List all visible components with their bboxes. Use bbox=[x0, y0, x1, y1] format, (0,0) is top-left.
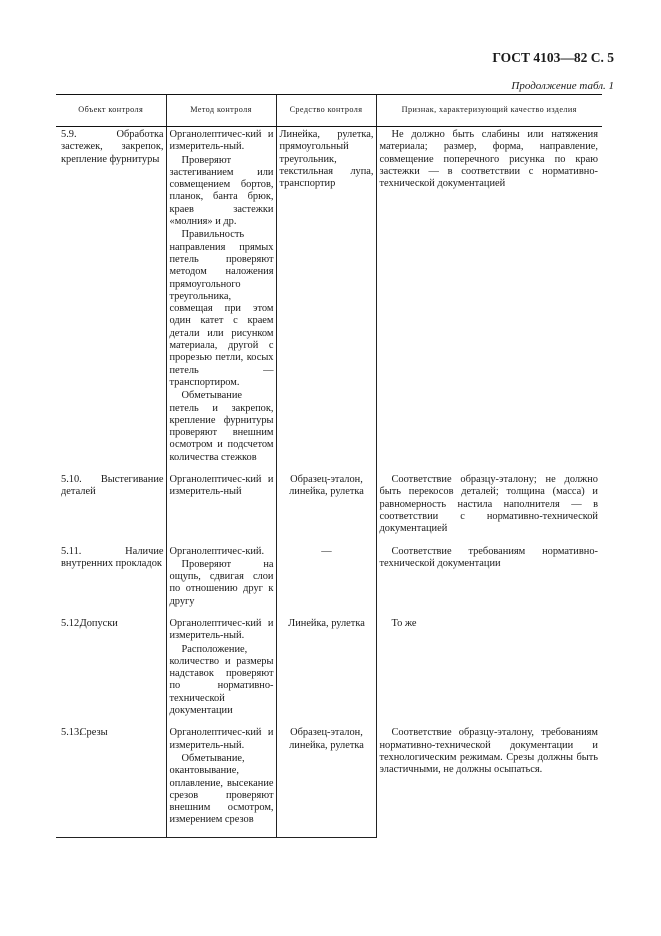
object-text: Срезы bbox=[79, 727, 108, 739]
column-header-sign: Признак, характеризующий качество изделия bbox=[376, 95, 602, 127]
row-number: 5.10. bbox=[61, 474, 82, 486]
method-paragraph: Проверяют на ощупь, сдвигая слои по отношению друг к другу bbox=[169, 558, 274, 607]
tool-cell: Образец-эталон, линейка, рулетка bbox=[276, 727, 376, 837]
table-row bbox=[56, 474, 602, 545]
column-header-tool: Средство контроля bbox=[276, 95, 376, 127]
object-text: Наличие внутренних прокладок bbox=[61, 545, 164, 569]
method-paragraph: Правильность направления прямых петель проверяют методом наложения прямоугольного треугольника, совмещая при этом один катет с краем детали или рисунком материала, другой с прорезью петли, косых петель — транспортиром. bbox=[169, 229, 274, 388]
method-cell bbox=[166, 474, 276, 545]
method-cell bbox=[166, 127, 276, 475]
tool-cell: — bbox=[276, 546, 376, 618]
method-paragraph: Органолептичес-кий. bbox=[169, 545, 265, 557]
method-cell bbox=[166, 618, 276, 727]
sign-cell: Соответствие требованиям нормативно-технической документации bbox=[376, 546, 602, 618]
table-continuation-label: Продолжение табл. 1 bbox=[511, 80, 614, 92]
table-header-row bbox=[56, 95, 602, 127]
sign-cell: Соответствие образцу-эталону; не должно быть перекосов деталей; толщина (масса) и равномерность настила наполнителя — в соответствии с нормативно-технической документацией bbox=[376, 474, 602, 545]
tool-cell: Линейка, рулетка bbox=[276, 618, 376, 727]
row-number: 5.11. bbox=[61, 545, 82, 557]
column-header-object: Объект контроля bbox=[56, 95, 166, 127]
object-cell bbox=[56, 127, 166, 475]
method-cell bbox=[166, 546, 276, 618]
method-paragraph: Проверяют застегиванием или совмещением бортов, планок, банта брюк, краев застежки «молния» и др. bbox=[169, 154, 274, 228]
method-paragraph: Органолептичес-кий и измеритель-ный bbox=[169, 474, 274, 498]
method-paragraph: Обметывание петель и закрепок, крепление фурнитуры проверяют внешним осмотром и подсчетом количества стежков bbox=[169, 390, 274, 463]
method-paragraph: Органолептичес-кий и измеритель-ный. bbox=[169, 617, 274, 642]
table-row bbox=[56, 618, 602, 727]
tool-cell: Образец-эталон, линейка, рулетка bbox=[276, 474, 376, 545]
method-paragraph: Органолептичес-кий и измеритель-ный. bbox=[169, 129, 274, 153]
object-cell bbox=[56, 727, 166, 837]
page-header: ГОСТ 4103—82 С. 5 bbox=[492, 50, 614, 65]
method-paragraph: Обметывание, окантовывание, оплавление, высекание срезов проверяют внешним осмотром, измерением срезов bbox=[169, 752, 274, 826]
method-paragraph: Органолептичес-кий и измеритель-ный. bbox=[169, 727, 274, 751]
row-number: 5.12. bbox=[61, 617, 82, 629]
table-row bbox=[56, 127, 602, 475]
object-cell bbox=[56, 618, 166, 727]
sign-cell: Соответствие образцу-эталону, требованиям нормативно-технической документации и технологическим режимам. Срезы должны быть эластичными, не должны осыпаться. bbox=[376, 727, 602, 837]
tool-cell: Линейка, рулетка, прямоугольный треугольник, текстильная лупа, транспортир bbox=[276, 127, 376, 475]
object-text: Выстегивание деталей bbox=[61, 474, 164, 498]
table-row bbox=[56, 546, 602, 618]
sign-cell: То же bbox=[376, 618, 602, 727]
row-number: 5.13. bbox=[61, 727, 82, 739]
object-cell bbox=[56, 474, 166, 545]
table-row bbox=[56, 727, 602, 837]
object-text: Обработка застежек, закрепок, крепление фурнитуры bbox=[61, 129, 164, 165]
method-paragraph: Расположение, количество и размеры надставок проверяют по нормативно-технической документации bbox=[169, 643, 274, 717]
method-cell bbox=[166, 727, 276, 837]
column-header-method: Метод контроля bbox=[166, 95, 276, 127]
row-number: 5.9. bbox=[61, 129, 77, 140]
object-cell bbox=[56, 546, 166, 618]
object-text: Допуски bbox=[79, 617, 118, 629]
sign-cell: Не должно быть слабины или натяжения материала; размер, форма, направление, совмещение поперечного рисунка по краю застежки — в соответствии с нормативно-технической документацией bbox=[376, 127, 602, 475]
control-methods-table bbox=[56, 94, 602, 838]
